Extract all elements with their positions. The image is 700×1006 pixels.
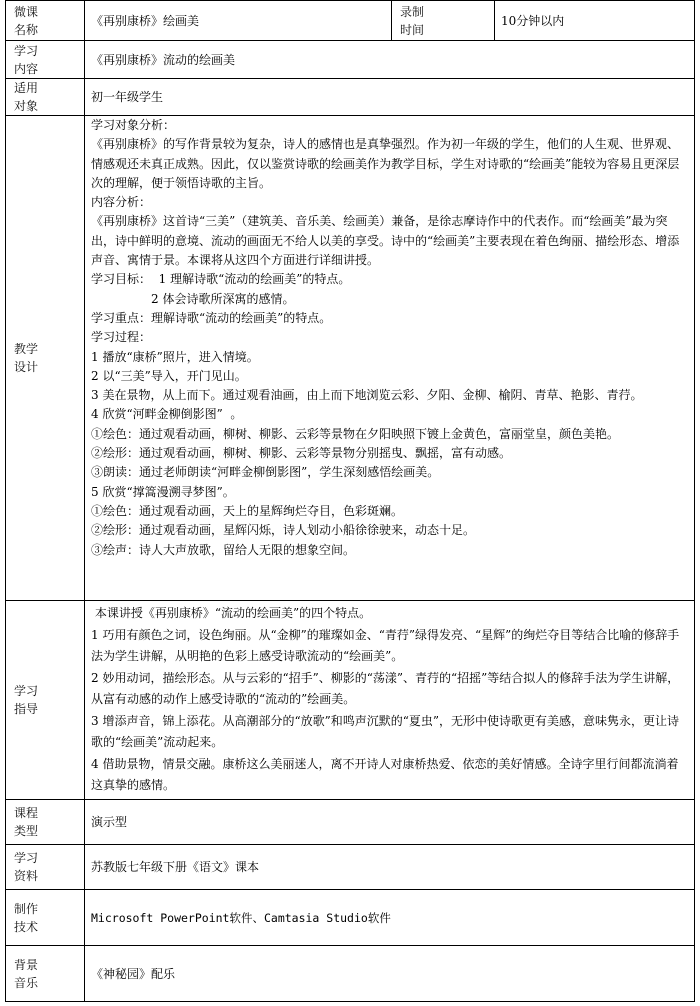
design-line: 学习过程： bbox=[91, 330, 152, 345]
design-line: 《再别康桥》这首诗“三美”（建筑美、音乐美、绘画美）兼备，是徐志摩诗作中的代表作。而“绘画美”最为突出，诗中鲜明的意境、流动的画面无不给人以美的享受。诗中的“绘画美”主要表现在着色绚丽、描绘形态、增添声音、寓情于景。本课将从这四个方面进行详细讲授。 bbox=[91, 214, 680, 268]
record-time-value: 10分钟以内 bbox=[495, 1, 695, 41]
design-line: 内容分析： bbox=[91, 195, 152, 210]
design-line: 2 以“三美”导入，开门见山。 bbox=[91, 368, 247, 383]
design-line: ②绘形：通过观看动画，星辉闪烁，诗人划动小船徐徐驶来，动态十足。 bbox=[91, 523, 476, 538]
row-background-music bbox=[6, 946, 695, 1002]
row-learning-content bbox=[6, 41, 695, 79]
design-line: 《再别康桥》的写作背景较为复杂，诗人的感情也是真挚强烈。作为初一年级的学生，他们的人生观、世界观、情感观还未真正成熟。因此，仅以鉴赏诗歌的绘画美作为教学目标，学生对诗歌的“绘画美”能较为容易且更深层次的理解，便于领悟诗歌的主旨。 bbox=[91, 137, 680, 190]
label-background-music: 背景 音乐 bbox=[6, 946, 85, 1002]
background-music-value: 《神秘园》配乐 bbox=[85, 946, 695, 1002]
label-learning-guide: 学习 指导 bbox=[6, 601, 85, 800]
row-course-type bbox=[6, 800, 695, 845]
row-teaching-design bbox=[6, 116, 695, 601]
course-type-value: 演示型 bbox=[85, 800, 695, 845]
guide-line: 本课讲授《再别康桥》“流动的绘画美”的四个特点。 bbox=[91, 606, 372, 621]
course-name-value: 《再别康桥》绘画美 bbox=[85, 1, 392, 41]
learning-content-value: 《再别康桥》流动的绘画美 bbox=[85, 41, 695, 79]
row-learning-material bbox=[6, 845, 695, 890]
design-line: 学习对象分析： bbox=[91, 118, 176, 132]
learning-guide-content bbox=[85, 601, 695, 800]
learning-material-value: 苏教版七年级下册《语文》课本 bbox=[85, 845, 695, 890]
label-teaching-design: 教学 设计 bbox=[6, 116, 85, 601]
label-audience: 适用 对象 bbox=[6, 79, 85, 116]
design-line: 学习目标： 1 理解诗歌“流动的绘画美”的特点。 bbox=[91, 272, 351, 287]
design-line: 2 体会诗歌所深寓的感情。 bbox=[151, 291, 295, 306]
row-course-name bbox=[6, 1, 695, 41]
design-line: 3 美在景物，从上而下。通过观看油画，由上而下地浏览云彩、夕阳、金柳、榆阴、青草、艳影、青荇。 bbox=[91, 388, 643, 403]
teaching-design-content bbox=[85, 116, 695, 601]
design-line: 学习重点：理解诗歌“流动的绘画美”的特点。 bbox=[91, 310, 332, 325]
guide-line: 1 巧用有颜色之词，设色绚丽。从“金柳”的璀璨如金、“青荇”绿得发亮、“星辉”的绚烂夺目等结合比喻的修辞手法为学生讲解，从明艳的色彩上感受诗歌流动的“绘画美”。 bbox=[91, 627, 680, 664]
production-tech-value: Microsoft PowerPoint软件、Camtasia Studio软件 bbox=[85, 890, 695, 946]
design-line: ①绘色：通过观看动画，天上的星辉绚烂夺目，色彩斑斓。 bbox=[91, 503, 404, 518]
row-audience bbox=[6, 79, 695, 116]
design-line: ③绘声：诗人大声放歌，留给人无限的想象空间。 bbox=[91, 542, 356, 557]
lesson-plan-table bbox=[5, 0, 695, 1002]
guide-line: 2 妙用动词，描绘形态。从与云彩的“招手”、柳影的“荡漾”、青荇的“招摇”等结合拟人的修辞手法为学生讲解，从富有动感的动作上感受诗歌的“流动的”绘画美。 bbox=[91, 670, 680, 707]
design-line: 5 欣赏“撑篙漫溯寻梦图”。 bbox=[91, 484, 235, 499]
label-record-time: 录制 时间 bbox=[392, 1, 495, 41]
label-learning-material: 学习 资料 bbox=[6, 845, 85, 890]
row-production-tech bbox=[6, 890, 695, 946]
label-production-tech: 制作 技术 bbox=[6, 890, 85, 946]
label-course-type: 课程 类型 bbox=[6, 800, 85, 845]
guide-line: 4 借助景物，情景交融。康桥这么美丽迷人，离不开诗人对康桥热爱、依恋的美好情感。全诗字里行间都流淌着这真挚的感情。 bbox=[91, 756, 679, 793]
design-line: ③朗读：通过老师朗读“河畔金柳倒影图”，学生深刻感悟绘画美。 bbox=[91, 465, 440, 480]
label-course-name: 微课 名称 bbox=[6, 1, 85, 41]
design-line: ②绘形：通过观看动画，柳树、柳影、云彩等景物分别摇曳、飘摇，富有动感。 bbox=[91, 446, 512, 461]
design-line: 4 欣赏“河畔金柳倒影图” 。 bbox=[91, 407, 243, 422]
audience-value: 初一年级学生 bbox=[85, 79, 695, 116]
label-learning-content: 学习 内容 bbox=[6, 41, 85, 79]
row-learning-guide bbox=[6, 601, 695, 800]
design-line: ①绘色：通过观看动画，柳树、柳影、云彩等景物在夕阳映照下镀上金黄色，富丽堂皇，颜色美艳。 bbox=[91, 426, 620, 441]
guide-line: 3 增添声音，锦上添花。从高潮部分的“放歌”和鸣声沉默的“夏虫”，无形中使诗歌更有美感，意味隽永，更让诗歌的“绘画美”流动起来。 bbox=[91, 713, 679, 750]
design-line: 1 播放“康桥”照片，进入情境。 bbox=[91, 349, 259, 364]
